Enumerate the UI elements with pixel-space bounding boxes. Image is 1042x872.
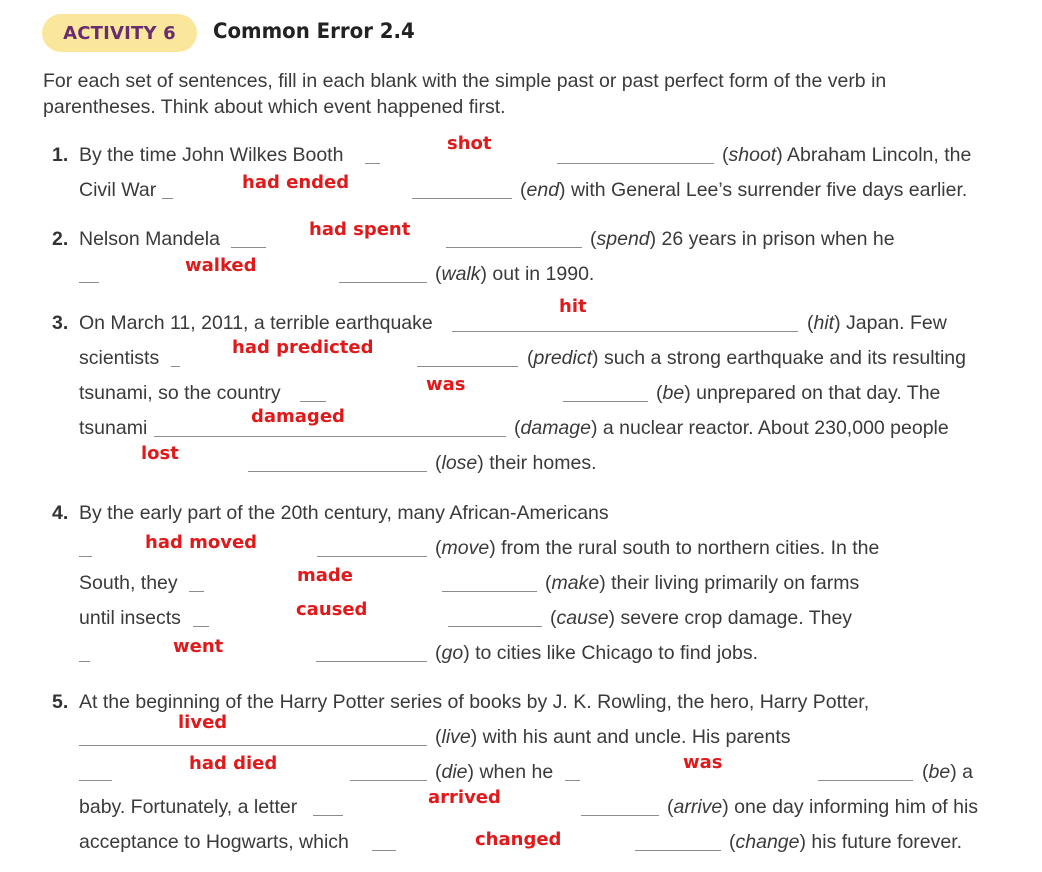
verb-hint: shoot [728, 144, 777, 166]
answer-text: was [683, 752, 723, 773]
verb-hint: be [662, 382, 685, 404]
answer-text: went [173, 636, 224, 657]
item-number: 5. [52, 691, 69, 713]
sentence-text: Nelson Mandela [79, 228, 220, 250]
answer-text: changed [475, 829, 562, 850]
verb-hint: spend [596, 228, 650, 250]
verb-hint: cause [556, 607, 609, 629]
sentence-text: (spend) 26 years in prison when he [590, 228, 895, 250]
answer-blank[interactable] [317, 556, 427, 557]
sentence-text: (end) with General Lee’s surrender five days earlier. [520, 179, 968, 201]
verb-hint: die [441, 761, 468, 783]
sentence-text: tsunami [79, 417, 148, 439]
answer-blank[interactable] [452, 331, 798, 332]
sentence-text: (cause) severe crop damage. They [550, 607, 853, 629]
answer-blank[interactable] [350, 780, 427, 781]
verb-hint: predict [533, 347, 593, 369]
instructions: For each set of sentences, fill in each blank with the simple past or past perfect form of the verb in parentheses. Think about which event happened first. [43, 70, 887, 118]
verb-hint: move [441, 537, 490, 559]
verb-hint: arrive [673, 796, 723, 818]
item-number: 2. [52, 228, 69, 250]
answer-blank[interactable] [372, 850, 396, 851]
verb-hint: end [526, 179, 560, 201]
sentence-text: (arrive) one day informing him of his [667, 796, 979, 818]
item-number: 3. [52, 312, 69, 334]
answer-text: damaged [251, 406, 345, 427]
sentence-text: (make) their living primarily on farms [545, 572, 860, 594]
answer-blank[interactable] [79, 745, 427, 746]
sentence-text: By the time John Wilkes Booth [79, 144, 344, 166]
sentence-text: acceptance to Hogwarts, which [79, 831, 349, 853]
verb-hint: walk [441, 263, 481, 285]
sentence-text: (walk) out in 1990. [435, 263, 595, 285]
answer-text: hit [559, 296, 587, 317]
verb-hint: lose [441, 452, 478, 474]
answer-text: had ended [242, 172, 350, 193]
sentence-text: (hit) Japan. Few [807, 312, 947, 334]
answer-blank[interactable] [300, 401, 326, 402]
answer-blank[interactable] [79, 661, 90, 662]
sentence-text: By the early part of the 20th century, many African-Americans [79, 502, 609, 524]
sentence-text: until insects [79, 607, 181, 629]
sentence-text: (go) to cities like Chicago to find jobs. [435, 642, 759, 664]
sentence-text: Civil War [79, 179, 157, 201]
answer-blank[interactable] [154, 436, 506, 437]
item-number: 1. [52, 144, 69, 166]
activity-badge: ACTIVITY 6 [42, 14, 197, 52]
answer-blank[interactable] [563, 401, 648, 402]
verb-hint: live [441, 726, 471, 748]
answer-text: lived [178, 712, 228, 733]
answer-blank[interactable] [635, 850, 721, 851]
answer-blank[interactable] [162, 198, 173, 199]
sentence-text: baby. Fortunately, a letter [79, 796, 298, 818]
sentence-text: (die) when he [435, 761, 554, 783]
sentence-text: (damage) a nuclear reactor. About 230,000 people [514, 417, 949, 439]
answer-text: had predicted [232, 337, 374, 358]
answer-blank[interactable] [448, 626, 542, 627]
page-title: Common Error 2.4 [213, 19, 415, 43]
answer-text: caused [296, 599, 368, 620]
answer-text: had moved [145, 532, 258, 553]
answer-text: shot [447, 133, 492, 154]
sentence-text: (be) unprepared on that day. The [656, 382, 941, 404]
verb-hint: hit [813, 312, 835, 334]
answer-blank[interactable] [171, 366, 180, 367]
sentence-text: (be) a [922, 761, 973, 783]
answer-blank[interactable] [189, 591, 204, 592]
answer-blank[interactable] [442, 591, 537, 592]
answer-blank[interactable] [365, 163, 380, 164]
answer-blank[interactable] [79, 282, 99, 283]
sentence-text: (move) from the rural south to northern cities. In the [435, 537, 880, 559]
answer-blank[interactable] [79, 780, 112, 781]
answer-text: arrived [428, 787, 501, 808]
sentence-text: On March 11, 2011, a terrible earthquake [79, 312, 433, 334]
item-number: 4. [52, 502, 69, 524]
answer-text: had died [189, 753, 278, 774]
verb-hint: go [441, 642, 464, 664]
answer-blank[interactable] [193, 626, 209, 627]
sentence-text: At the beginning of the Harry Potter series of books by J. K. Rowling, the hero, Harry Potter, [79, 691, 870, 713]
answer-blank[interactable] [412, 198, 512, 199]
sentence-text: scientists [79, 347, 160, 369]
answer-blank[interactable] [79, 556, 92, 557]
answer-blank[interactable] [446, 247, 582, 248]
answer-blank[interactable] [248, 471, 427, 472]
answer-text: was [426, 374, 466, 395]
answer-blank[interactable] [313, 815, 343, 816]
verb-hint: make [551, 572, 600, 594]
sentence-text: (live) with his aunt and uncle. His parents [435, 726, 791, 748]
answer-blank[interactable] [339, 282, 427, 283]
answer-text: lost [141, 443, 179, 464]
verb-hint: damage [520, 417, 591, 439]
sentence-text: (change) his future forever. [729, 831, 963, 853]
answer-blank[interactable] [565, 780, 580, 781]
answer-blank[interactable] [581, 815, 659, 816]
answer-blank[interactable] [818, 780, 913, 781]
answer-text: had spent [309, 219, 411, 240]
answer-text: made [297, 565, 353, 586]
answer-text: walked [185, 255, 257, 276]
answer-blank[interactable] [417, 366, 518, 367]
sentence-text: (lose) their homes. [435, 452, 597, 474]
sentence-text: (shoot) Abraham Lincoln, the [722, 144, 972, 166]
sentence-text: tsunami, so the country [79, 382, 281, 404]
verb-hint: be [928, 761, 951, 783]
sentence-text: South, they [79, 572, 178, 594]
verb-hint: change [735, 831, 800, 853]
answer-blank[interactable] [557, 163, 714, 164]
answer-blank[interactable] [316, 661, 427, 662]
answer-blank[interactable] [231, 247, 266, 248]
sentence-text: (predict) such a strong earthquake and its resulting [527, 347, 966, 369]
